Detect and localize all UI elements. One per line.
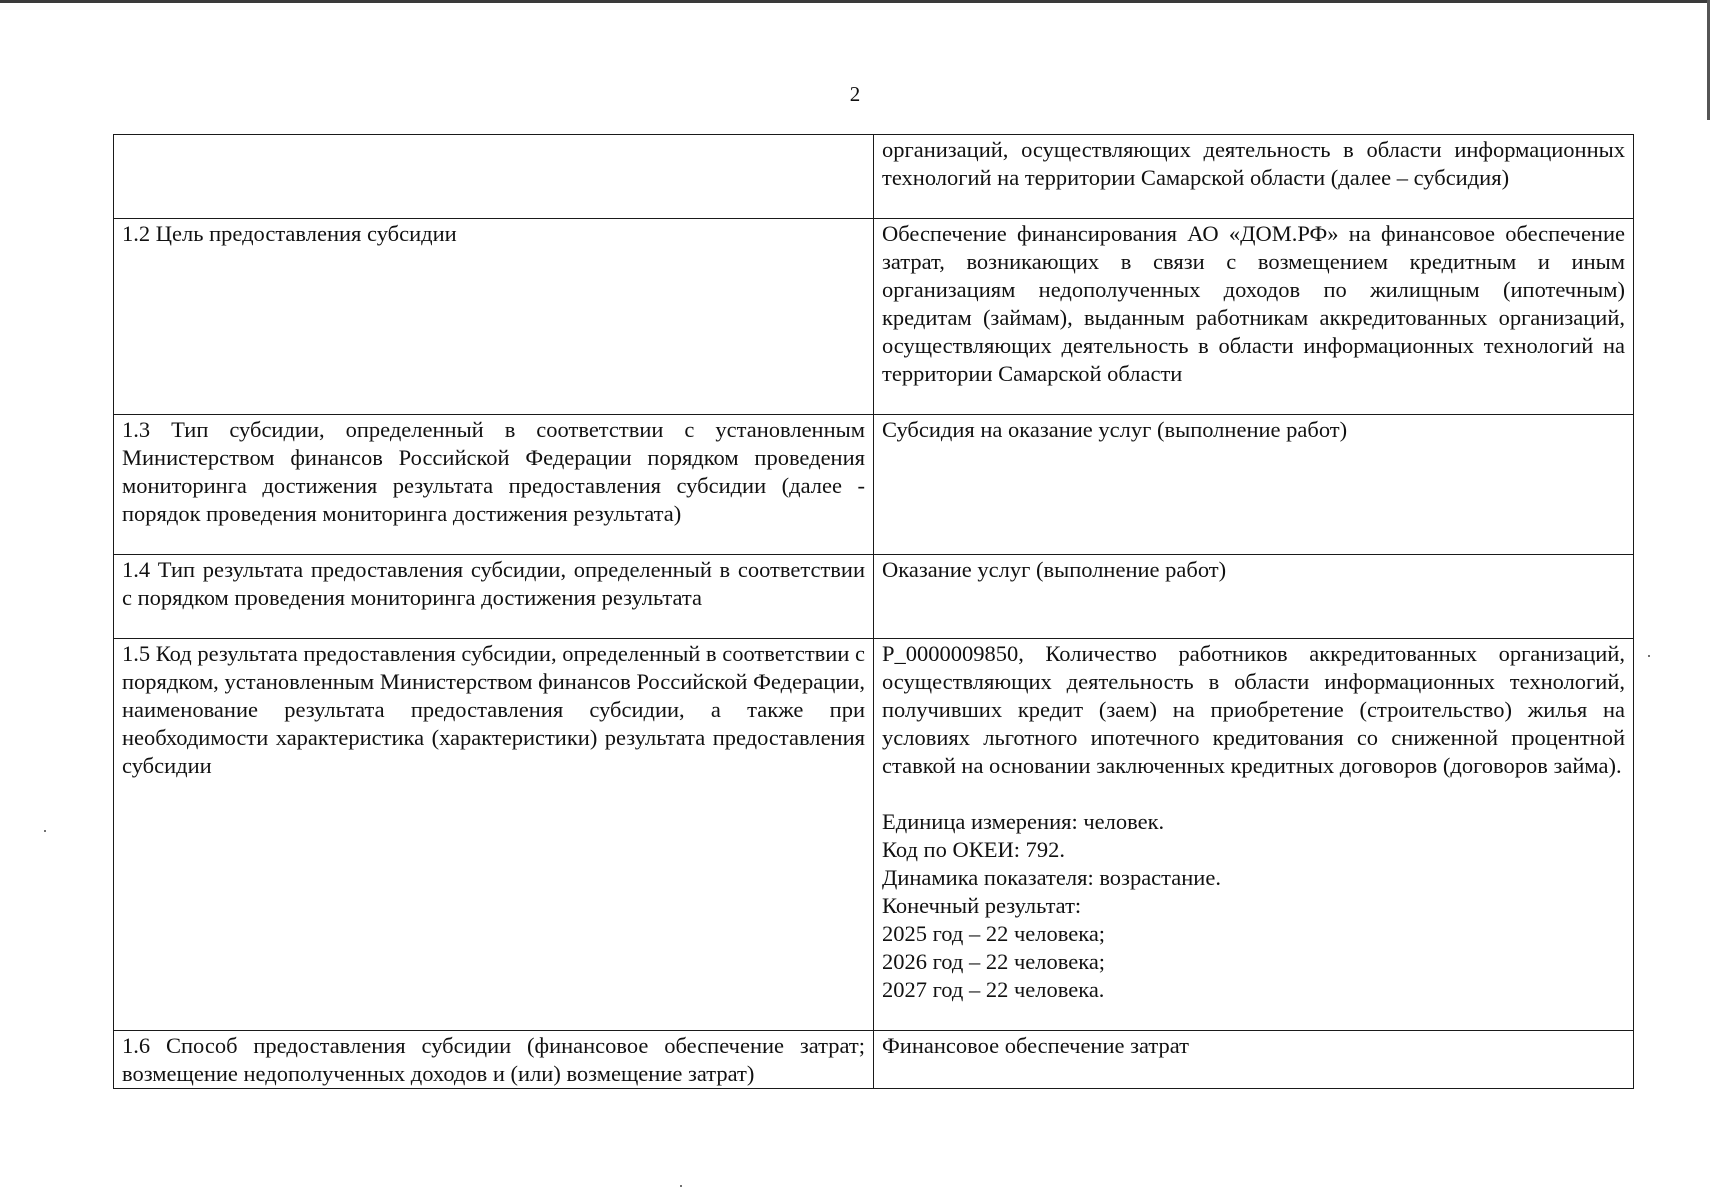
row-label: 1.3 Тип субсидии, определенный в соответствии с установленным Министерством финансов Российской Федерации порядком проведения мониторинга достижения результата предоставления субсидии (далее - порядок проведения мониторинга достижения результата)	[114, 415, 874, 555]
result-year-2027: 2027 год – 22 человека.	[882, 977, 1105, 1002]
scan-top-edge	[0, 0, 1710, 3]
scan-speck	[680, 1185, 682, 1187]
row-value: организаций, осуществляющих деятельность в области информационных технологий на территории Самарской области (далее – субсидия)	[874, 135, 1634, 219]
row-label: 1.4 Тип результата предоставления субсидии, определенный в соответствии с порядком проведения мониторинга достижения результата	[114, 555, 874, 639]
row-value: Субсидия на оказание услуг (выполнение работ)	[874, 415, 1634, 555]
table-row	[114, 415, 1634, 555]
result-unit: Единица измерения: человек.	[882, 809, 1165, 834]
result-final-heading: Конечный результат:	[882, 893, 1082, 918]
result-year-2026: 2026 год – 22 человека;	[882, 949, 1106, 974]
row-label: 1.5 Код результата предоставления субсидии, определенный в соответствии с порядком, установленным Министерством финансов Российской Федерации, наименование результата предоставления субсидии, а также при необходимости характеристика (характеристики) результата предоставления субсидии	[114, 639, 874, 1031]
row-label	[114, 135, 874, 219]
row-value: Финансовое обеспечение затрат	[874, 1031, 1634, 1089]
scan-speck	[1648, 655, 1650, 657]
page-number: 2	[849, 82, 861, 106]
scan-speck	[44, 830, 46, 832]
row-value: Оказание услуг (выполнение работ)	[874, 555, 1634, 639]
row-value: Обеспечение финансирования АО «ДОМ.РФ» на финансовое обеспечение затрат, возникающих в связи с возмещением кредитным и иным организациям недополученных доходов по жилищным (ипотечным) кредитам (займам), выданным работникам аккредитованных организаций, осуществляющих деятельность в области информационных технологий на территории Самарской области	[874, 219, 1634, 415]
table-row	[114, 1031, 1634, 1089]
spacer	[882, 780, 1625, 808]
row-value-cell	[874, 639, 1634, 1031]
table-row	[114, 555, 1634, 639]
result-okei-code: Код по ОКЕИ: 792.	[882, 837, 1065, 862]
result-dynamics: Динамика показателя: возрастание.	[882, 865, 1221, 890]
result-description: P_0000009850, Количество работников аккредитованных организаций, осуществляющих деятельность в области информационных технологий, получивших кредит (заем) на приобретение (строительство) жилья на условиях льготного ипотечного кредитования со сниженной процентной ставкой на основании заключенных кредитных договоров (договоров займа).	[882, 641, 1625, 778]
subsidy-parameters-table	[113, 134, 1634, 1089]
result-year-2025: 2025 год – 22 человека;	[882, 921, 1106, 946]
row-label: 1.6 Способ предоставления субсидии (финансовое обеспечение затрат; возмещение недополученных доходов и (или) возмещение затрат)	[114, 1031, 874, 1089]
table-row	[114, 219, 1634, 415]
row-label: 1.2 Цель предоставления субсидии	[114, 219, 874, 415]
table-row	[114, 135, 1634, 219]
table-row	[114, 639, 1634, 1031]
